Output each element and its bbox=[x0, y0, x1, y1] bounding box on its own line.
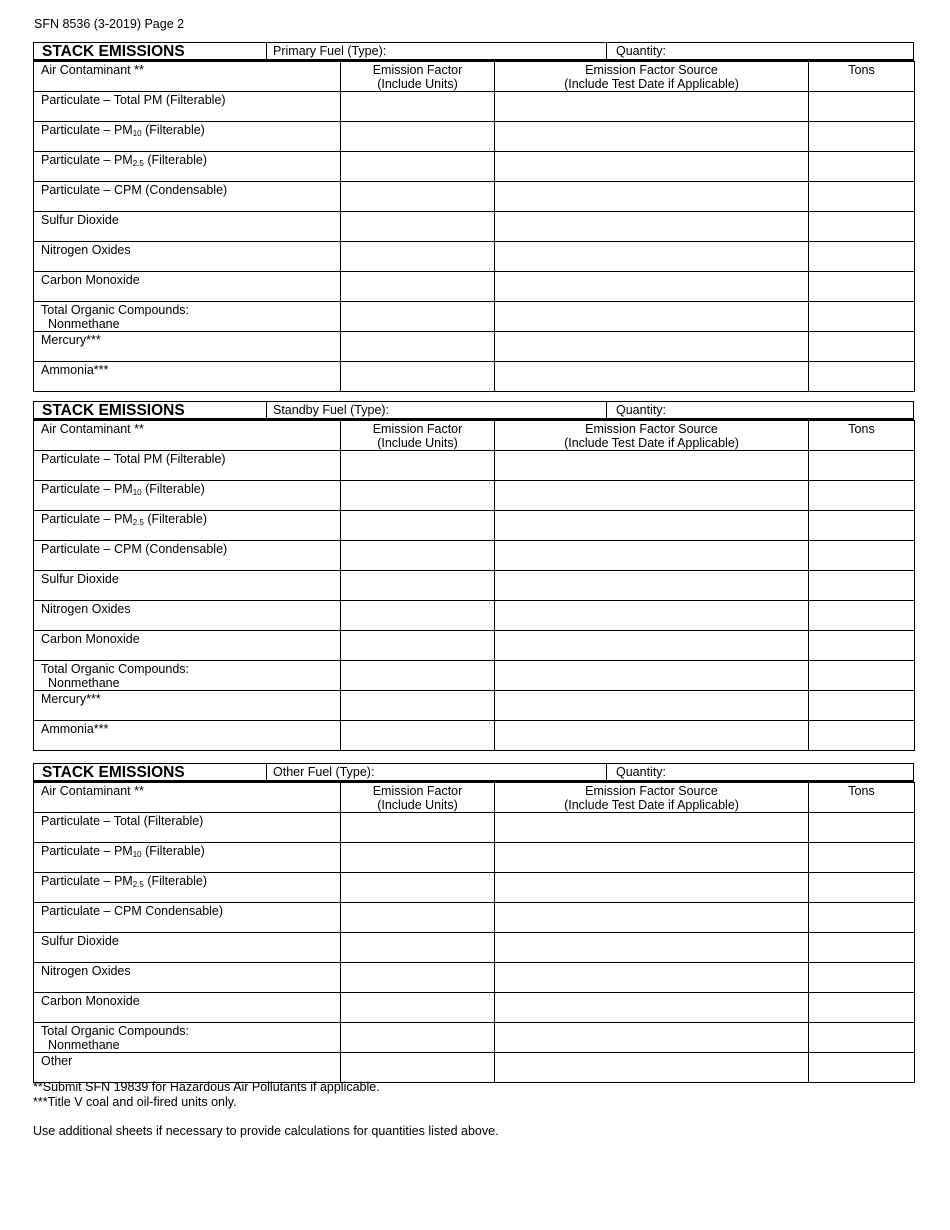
factor-source-cell[interactable] bbox=[495, 1053, 809, 1083]
factor-source-cell[interactable] bbox=[495, 511, 809, 541]
factor-source-cell[interactable] bbox=[495, 631, 809, 661]
factor-source-cell[interactable] bbox=[495, 661, 809, 691]
emission-factor-cell[interactable] bbox=[341, 661, 495, 691]
table-row bbox=[34, 182, 915, 212]
table-row bbox=[34, 631, 915, 661]
factor-source-cell[interactable] bbox=[495, 601, 809, 631]
fuel-type-field[interactable]: Other Fuel (Type): bbox=[267, 764, 607, 780]
header-air-contaminant: Air Contaminant ** bbox=[34, 783, 341, 813]
label-subscript: 10 bbox=[132, 850, 142, 859]
emission-factor-cell[interactable] bbox=[341, 332, 495, 362]
section-title-row bbox=[33, 42, 914, 61]
contaminant-label bbox=[34, 511, 341, 541]
contaminant-label: Sulfur Dioxide bbox=[34, 212, 341, 242]
header-line: (Include Units) bbox=[377, 77, 458, 91]
emission-factor-cell[interactable] bbox=[341, 511, 495, 541]
label-text: (Filterable) bbox=[143, 874, 208, 888]
contaminant-label bbox=[34, 661, 341, 691]
tons-cell[interactable] bbox=[809, 122, 915, 152]
table-row bbox=[34, 511, 915, 541]
factor-source-cell[interactable] bbox=[495, 571, 809, 601]
table-row bbox=[34, 1023, 915, 1053]
tons-cell[interactable] bbox=[809, 813, 915, 843]
label-text: Particulate – PM bbox=[41, 512, 133, 526]
label-text: (Filterable) bbox=[141, 482, 205, 496]
contaminant-label: Particulate – Total PM (Filterable) bbox=[34, 451, 341, 481]
tons-cell[interactable] bbox=[809, 993, 915, 1023]
tons-cell[interactable] bbox=[809, 451, 915, 481]
table-row bbox=[34, 541, 915, 571]
form-id: SFN 8536 (3-2019) Page 2 bbox=[34, 17, 185, 31]
emissions-table bbox=[33, 782, 915, 1083]
contaminant-label: Sulfur Dioxide bbox=[34, 571, 341, 601]
factor-source-cell[interactable] bbox=[495, 182, 809, 212]
emissions-table bbox=[33, 420, 915, 751]
factor-source-cell[interactable] bbox=[495, 272, 809, 302]
emission-factor-cell[interactable] bbox=[341, 601, 495, 631]
label-text: Particulate – PM bbox=[41, 844, 133, 858]
contaminant-label: Nitrogen Oxides bbox=[34, 963, 341, 993]
header-emission-factor bbox=[341, 783, 495, 813]
fuel-type-field[interactable]: Primary Fuel (Type): bbox=[267, 43, 607, 59]
contaminant-label: Carbon Monoxide bbox=[34, 993, 341, 1023]
factor-source-cell[interactable] bbox=[495, 813, 809, 843]
label-line: Total Organic Compounds: bbox=[41, 303, 189, 317]
tons-cell[interactable] bbox=[809, 631, 915, 661]
emission-factor-cell[interactable] bbox=[341, 631, 495, 661]
tons-cell[interactable] bbox=[809, 691, 915, 721]
factor-source-cell[interactable] bbox=[495, 993, 809, 1023]
tons-cell[interactable] bbox=[809, 272, 915, 302]
factor-source-cell[interactable] bbox=[495, 302, 809, 332]
contaminant-label: Ammonia*** bbox=[34, 721, 341, 751]
table-row bbox=[34, 242, 915, 272]
header-line: Emission Factor Source bbox=[585, 784, 718, 798]
factor-source-cell[interactable] bbox=[495, 691, 809, 721]
section-title-row bbox=[33, 763, 914, 782]
emission-factor-cell[interactable] bbox=[341, 813, 495, 843]
table-row bbox=[34, 873, 915, 903]
section-title: STACK EMISSIONS bbox=[34, 764, 267, 780]
label-text: (Filterable) bbox=[141, 844, 205, 858]
tons-cell[interactable] bbox=[809, 302, 915, 332]
emission-factor-cell[interactable] bbox=[341, 691, 495, 721]
header-line: Emission Factor bbox=[372, 63, 463, 77]
table-row bbox=[34, 903, 915, 933]
tons-cell[interactable] bbox=[809, 362, 915, 392]
label-subscript: 2.5 bbox=[132, 880, 144, 889]
footnotes bbox=[33, 1080, 499, 1139]
factor-source-cell[interactable] bbox=[495, 362, 809, 392]
table-row bbox=[34, 212, 915, 242]
table-row bbox=[34, 601, 915, 631]
emission-factor-cell[interactable] bbox=[341, 721, 495, 751]
contaminant-label bbox=[34, 152, 341, 182]
tons-cell[interactable] bbox=[809, 511, 915, 541]
tons-cell[interactable] bbox=[809, 963, 915, 993]
emission-factor-cell[interactable] bbox=[341, 122, 495, 152]
tons-cell[interactable] bbox=[809, 601, 915, 631]
emission-factor-cell[interactable] bbox=[341, 963, 495, 993]
contaminant-label: Sulfur Dioxide bbox=[34, 933, 341, 963]
tons-cell[interactable] bbox=[809, 481, 915, 511]
label-line: Nonmethane bbox=[48, 317, 120, 331]
label-text: (Filterable) bbox=[143, 153, 208, 167]
tons-cell[interactable] bbox=[809, 571, 915, 601]
contaminant-label: Carbon Monoxide bbox=[34, 631, 341, 661]
footnote-hap: **Submit SFN 19839 for Hazardous Air Pollutants if applicable. bbox=[33, 1080, 380, 1094]
header-factor-source bbox=[495, 421, 809, 451]
table-row bbox=[34, 571, 915, 601]
contaminant-label: Mercury*** bbox=[34, 691, 341, 721]
header-factor-source bbox=[495, 62, 809, 92]
factor-source-cell[interactable] bbox=[495, 332, 809, 362]
table-row bbox=[34, 661, 915, 691]
factor-source-cell[interactable] bbox=[495, 721, 809, 751]
emission-factor-cell[interactable] bbox=[341, 302, 495, 332]
contaminant-label bbox=[34, 302, 341, 332]
tons-cell[interactable] bbox=[809, 661, 915, 691]
table-row bbox=[34, 272, 915, 302]
tons-cell[interactable] bbox=[809, 1053, 915, 1083]
contaminant-label: Particulate – CPM Condensable) bbox=[34, 903, 341, 933]
factor-source-cell[interactable] bbox=[495, 903, 809, 933]
label-line: Total Organic Compounds: bbox=[41, 662, 189, 676]
emission-factor-cell[interactable] bbox=[341, 843, 495, 873]
tons-cell[interactable] bbox=[809, 92, 915, 122]
label-text: (Filterable) bbox=[141, 123, 205, 137]
table-header-row bbox=[34, 783, 915, 813]
header-emission-factor bbox=[341, 421, 495, 451]
quantity-field[interactable]: Quantity: bbox=[616, 44, 667, 58]
factor-source-cell[interactable] bbox=[495, 92, 809, 122]
factor-source-cell[interactable] bbox=[495, 1023, 809, 1053]
label-text: Particulate – PM bbox=[41, 153, 133, 167]
emission-factor-cell[interactable] bbox=[341, 571, 495, 601]
factor-source-cell[interactable] bbox=[495, 481, 809, 511]
label-line: Total Organic Compounds: bbox=[41, 1024, 189, 1038]
header-line: (Include Test Date if Applicable) bbox=[564, 436, 739, 450]
emission-factor-cell[interactable] bbox=[341, 1053, 495, 1083]
factor-source-cell[interactable] bbox=[495, 122, 809, 152]
contaminant-label: Carbon Monoxide bbox=[34, 272, 341, 302]
table-row bbox=[34, 933, 915, 963]
contaminant-label bbox=[34, 122, 341, 152]
footnote-title-v: ***Title V coal and oil-fired units only. bbox=[33, 1095, 237, 1109]
label-subscript: 10 bbox=[132, 129, 142, 138]
header-line: Emission Factor Source bbox=[585, 63, 718, 77]
table-row bbox=[34, 1053, 915, 1083]
header-tons: Tons bbox=[809, 421, 915, 451]
emission-factor-cell[interactable] bbox=[341, 903, 495, 933]
emission-factor-cell[interactable] bbox=[341, 212, 495, 242]
section-title-row bbox=[33, 401, 914, 420]
emission-factor-cell[interactable] bbox=[341, 272, 495, 302]
tons-cell[interactable] bbox=[809, 152, 915, 182]
contaminant-label: Mercury*** bbox=[34, 332, 341, 362]
contaminant-label bbox=[34, 873, 341, 903]
factor-source-cell[interactable] bbox=[495, 873, 809, 903]
quantity-field[interactable]: Quantity: bbox=[616, 403, 667, 417]
factor-source-cell[interactable] bbox=[495, 933, 809, 963]
other-fuel-section bbox=[33, 763, 914, 1083]
header-line: (Include Test Date if Applicable) bbox=[564, 798, 739, 812]
emission-factor-cell[interactable] bbox=[341, 92, 495, 122]
label-text: (Filterable) bbox=[143, 512, 208, 526]
contaminant-label: Nitrogen Oxides bbox=[34, 601, 341, 631]
label-subscript: 2.5 bbox=[132, 518, 144, 527]
table-row bbox=[34, 332, 915, 362]
section-title: STACK EMISSIONS bbox=[34, 43, 267, 59]
label-line: Nonmethane bbox=[48, 676, 120, 690]
table-header-row bbox=[34, 62, 915, 92]
header-line: (Include Units) bbox=[377, 436, 458, 450]
primary-fuel-section bbox=[33, 42, 914, 392]
header-emission-factor bbox=[341, 62, 495, 92]
label-text: Particulate – PM bbox=[41, 482, 133, 496]
emission-factor-cell[interactable] bbox=[341, 1023, 495, 1053]
tons-cell[interactable] bbox=[809, 332, 915, 362]
table-row bbox=[34, 122, 915, 152]
standby-fuel-section bbox=[33, 401, 914, 751]
tons-cell[interactable] bbox=[809, 873, 915, 903]
contaminant-label: Particulate – Total (Filterable) bbox=[34, 813, 341, 843]
header-line: Emission Factor bbox=[372, 784, 463, 798]
emissions-table bbox=[33, 61, 915, 392]
factor-source-cell[interactable] bbox=[495, 843, 809, 873]
table-row bbox=[34, 963, 915, 993]
contaminant-label bbox=[34, 1023, 341, 1053]
contaminant-label: Particulate – CPM (Condensable) bbox=[34, 182, 341, 212]
table-row bbox=[34, 813, 915, 843]
tons-cell[interactable] bbox=[809, 721, 915, 751]
table-row bbox=[34, 302, 915, 332]
factor-source-cell[interactable] bbox=[495, 212, 809, 242]
table-row bbox=[34, 451, 915, 481]
factor-source-cell[interactable] bbox=[495, 152, 809, 182]
header-air-contaminant: Air Contaminant ** bbox=[34, 421, 341, 451]
label-text: Particulate – PM bbox=[41, 874, 133, 888]
factor-source-cell[interactable] bbox=[495, 451, 809, 481]
tons-cell[interactable] bbox=[809, 903, 915, 933]
table-row bbox=[34, 843, 915, 873]
contaminant-label: Ammonia*** bbox=[34, 362, 341, 392]
contaminant-label bbox=[34, 481, 341, 511]
table-header-row bbox=[34, 421, 915, 451]
table-row bbox=[34, 92, 915, 122]
header-air-contaminant: Air Contaminant ** bbox=[34, 62, 341, 92]
contaminant-label: Particulate – Total PM (Filterable) bbox=[34, 92, 341, 122]
header-line: (Include Units) bbox=[377, 798, 458, 812]
contaminant-label: Other bbox=[34, 1053, 341, 1083]
emission-factor-cell[interactable] bbox=[341, 541, 495, 571]
header-tons: Tons bbox=[809, 783, 915, 813]
fuel-type-field[interactable]: Standby Fuel (Type): bbox=[267, 402, 607, 418]
header-line: Emission Factor Source bbox=[585, 422, 718, 436]
emission-factor-cell[interactable] bbox=[341, 451, 495, 481]
label-subscript: 2.5 bbox=[132, 159, 144, 168]
emission-factor-cell[interactable] bbox=[341, 873, 495, 903]
table-row bbox=[34, 691, 915, 721]
header-line: Emission Factor bbox=[372, 422, 463, 436]
label-line: Nonmethane bbox=[48, 1038, 120, 1052]
tons-cell[interactable] bbox=[809, 541, 915, 571]
table-row bbox=[34, 152, 915, 182]
emission-factor-cell[interactable] bbox=[341, 242, 495, 272]
contaminant-label: Particulate – CPM (Condensable) bbox=[34, 541, 341, 571]
emission-factor-cell[interactable] bbox=[341, 993, 495, 1023]
emission-factor-cell[interactable] bbox=[341, 481, 495, 511]
header-line: (Include Test Date if Applicable) bbox=[564, 77, 739, 91]
quantity-field[interactable]: Quantity: bbox=[616, 765, 667, 779]
factor-source-cell[interactable] bbox=[495, 242, 809, 272]
emission-factor-cell[interactable] bbox=[341, 362, 495, 392]
tons-cell[interactable] bbox=[809, 212, 915, 242]
header-factor-source bbox=[495, 783, 809, 813]
table-row bbox=[34, 993, 915, 1023]
factor-source-cell[interactable] bbox=[495, 541, 809, 571]
table-row bbox=[34, 362, 915, 392]
section-title: STACK EMISSIONS bbox=[34, 402, 267, 418]
emission-factor-cell[interactable] bbox=[341, 182, 495, 212]
emission-factor-cell[interactable] bbox=[341, 933, 495, 963]
contaminant-label bbox=[34, 843, 341, 873]
contaminant-label: Nitrogen Oxides bbox=[34, 242, 341, 272]
tons-cell[interactable] bbox=[809, 242, 915, 272]
tons-cell[interactable] bbox=[809, 843, 915, 873]
label-subscript: 10 bbox=[132, 488, 142, 497]
header-tons: Tons bbox=[809, 62, 915, 92]
table-row bbox=[34, 721, 915, 751]
label-text: Particulate – PM bbox=[41, 123, 133, 137]
table-row bbox=[34, 481, 915, 511]
emission-factor-cell[interactable] bbox=[341, 152, 495, 182]
tons-cell[interactable] bbox=[809, 933, 915, 963]
tons-cell[interactable] bbox=[809, 182, 915, 212]
factor-source-cell[interactable] bbox=[495, 963, 809, 993]
footnote-additional-sheets: Use additional sheets if necessary to provide calculations for quantities listed above. bbox=[33, 1124, 499, 1138]
tons-cell[interactable] bbox=[809, 1023, 915, 1053]
